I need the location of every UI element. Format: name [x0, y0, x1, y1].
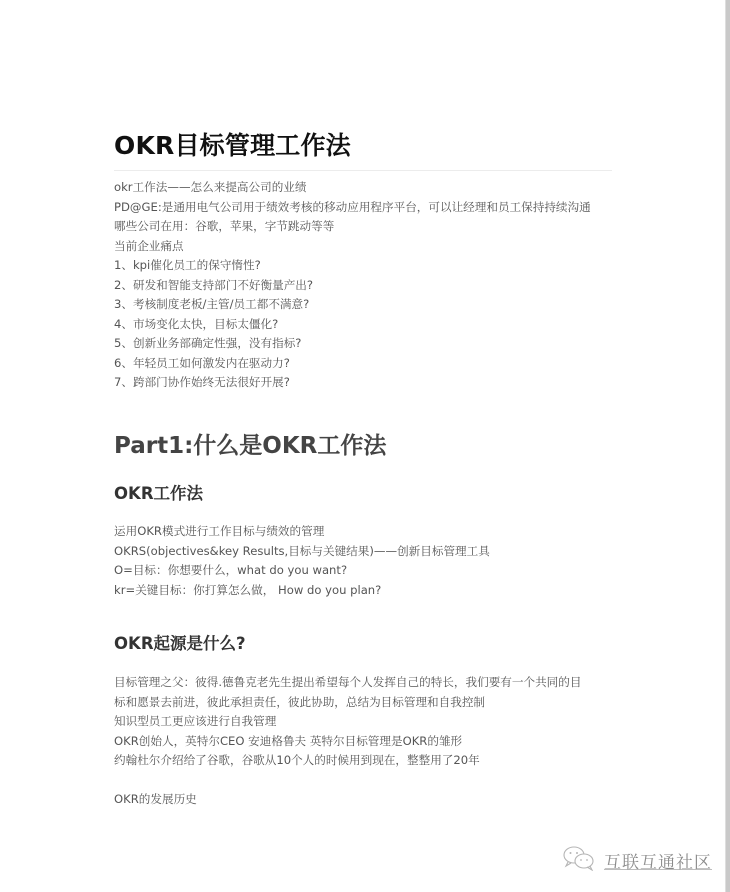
section-line: OKR创始人，英特尔CEO 安迪格鲁夫 英特尔目标管理是OKR的雏形 — [114, 733, 463, 748]
intro-section — [114, 178, 591, 393]
pain-point-item: 6、年轻员工如何激发内在驱动力? — [114, 355, 290, 370]
okr-origin-section — [114, 673, 581, 810]
section-line: OKRS(objectives&key Results,目标与关键结果)——创新目标管理工具 — [114, 543, 490, 558]
section-line: OKR的发展历史 — [114, 792, 197, 806]
section-line: 运用OKR模式进行工作目标与绩效的管理 — [114, 524, 325, 538]
pain-point-item: 4、市场变化太快，目标太僵化? — [114, 316, 279, 331]
document-title: OKR目标管理工作法 — [114, 131, 351, 160]
wechat-icon — [562, 845, 596, 875]
okr-method-heading: OKR工作法 — [114, 484, 204, 503]
intro-line: okr工作法——怎么来提高公司的业绩 — [114, 180, 307, 194]
intro-line: PD@GE:是通用电气公司用于绩效考核的移动应用程序平台，可以让经理和员工保持持续沟通 — [114, 199, 591, 214]
title-divider — [114, 170, 612, 171]
okr-method-section — [114, 522, 490, 600]
section-line: 目标管理之父：彼得.德鲁克老先生提出希望每个人发挥自己的特长，我们要有一个共同的目 — [114, 675, 582, 689]
blank-line — [114, 771, 581, 791]
pain-point-item: 7、跨部门协作始终无法很好开展? — [114, 375, 290, 389]
section-line: O=目标：你想要什么，what do you want? — [114, 563, 348, 577]
section-line: kr=关键目标：你打算怎么做， How do you plan? — [114, 582, 382, 597]
section-line: 约翰杜尔介绍给了谷歌，谷歌从10个人的时候用到现在，整整用了20年 — [114, 753, 480, 767]
intro-line: 当前企业痛点 — [114, 238, 184, 253]
pain-point-item: 5、创新业务部确定性强，没有指标? — [114, 336, 302, 350]
section-line: 知识型员工更应该进行自我管理 — [114, 714, 277, 728]
section-line: 标和愿景去前进，彼此承担责任，彼此协助，总结为目标管理和自我控制 — [114, 694, 486, 709]
part1-heading: Part1:什么是OKR工作法 — [114, 433, 387, 459]
pain-point-item: 3、考核制度老板/主管/员工都不满意? — [114, 297, 310, 311]
watermark — [562, 845, 712, 875]
watermark-text: 互联互通社区 — [604, 852, 712, 873]
okr-origin-heading: OKR起源是什么? — [114, 634, 246, 653]
pain-point-item: 2、研发和智能支持部门不好衡量产出? — [114, 277, 314, 292]
vertical-scrollbar[interactable] — [725, 0, 730, 892]
intro-line: 哪些公司在用：谷歌，苹果，字节跳动等等 — [114, 219, 335, 233]
pain-point-item: 1、kpi催化员工的保守惰性? — [114, 258, 261, 272]
